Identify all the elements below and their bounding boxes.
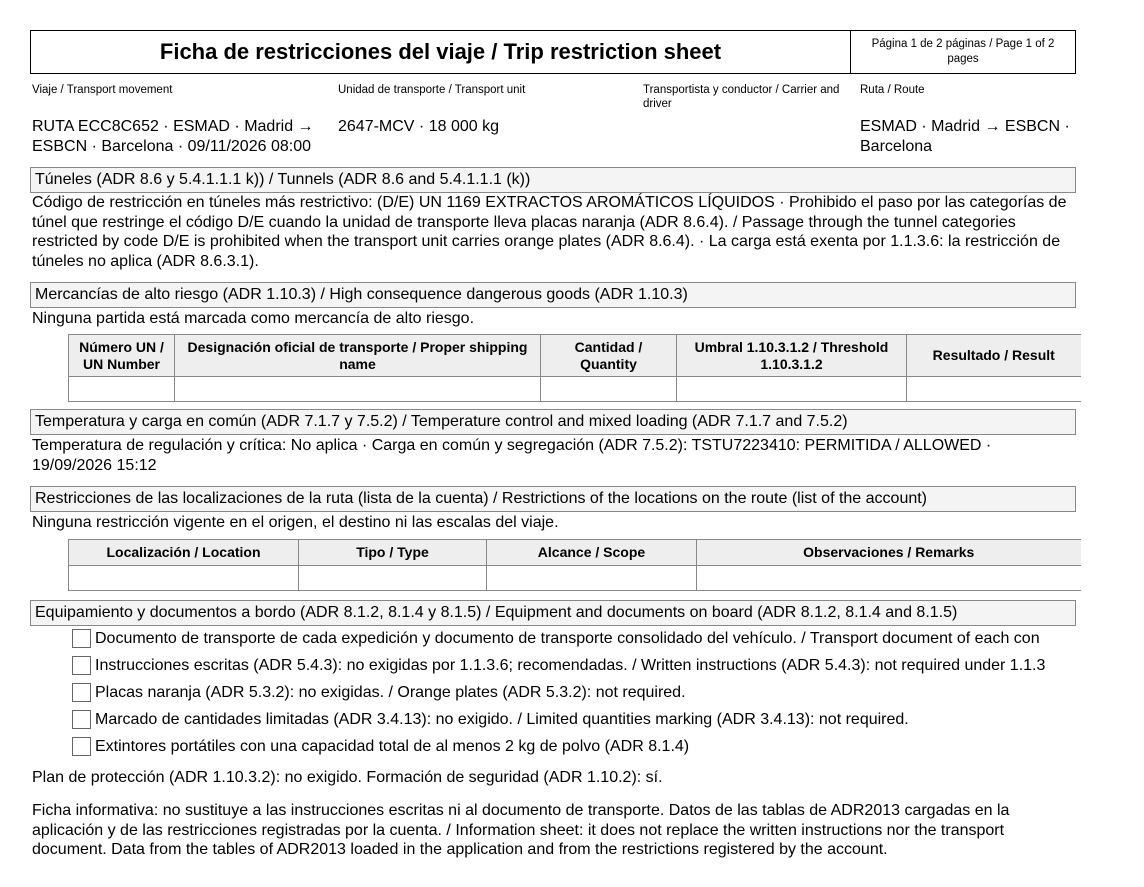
security-plan-text: Plan de protección (ADR 1.10.3.2): no exigido. Formación de seguridad (ADR 1.10.2): sí.: [32, 769, 663, 786]
table-cell: [541, 377, 677, 402]
temperature-text: Temperatura de regulación y crítica: No aplica · Carga en común y segregación (ADR 7.5.2): TSTU7223410: PERMITIDA / ALLOWED · 19/09/2026 15:12: [32, 437, 992, 474]
table-cell: [299, 566, 487, 591]
checkbox[interactable]: [72, 683, 91, 702]
column-header-location: Localización / Location: [69, 540, 299, 566]
high-consequence-table: [68, 334, 1081, 402]
table-cell: [677, 377, 907, 402]
transport-unit-value: 2647-MCV · 18 000 kg: [338, 118, 499, 135]
column-header-un-number: Número UN / UN Number: [69, 335, 175, 377]
checkbox[interactable]: [72, 656, 91, 675]
column-header-threshold: Umbral 1.10.3.1.2 / Threshold 1.10.3.1.2: [677, 335, 907, 377]
checklist-item-written-instructions[interactable]: Instrucciones escritas (ADR 5.4.3): no exigidas por 1.1.3.6; recomendadas. / Written instructions (ADR 5.4.3): not required under 1.1.3: [72, 655, 1045, 677]
equipment-section-heading: Equipamiento y documentos a bordo (ADR 8.1.2, 8.1.4 y 8.1.5) / Equipment and documents on board (ADR 8.1.2, 8.1.4 and 8.1.5): [30, 600, 1076, 626]
table-cell: [697, 566, 1081, 591]
table-header-row: [69, 540, 1081, 566]
column-header-scope: Alcance / Scope: [487, 540, 697, 566]
movement-label: Viaje / Transport movement: [32, 84, 173, 96]
table-cell: [487, 566, 697, 591]
high-consequence-section-heading: Mercancías de alto riesgo (ADR 1.10.3) / High consequence dangerous goods (ADR 1.10.3): [30, 282, 1076, 308]
route-value: ESMAD · Madrid → ESBCN · Barcelona: [860, 118, 1070, 155]
checklist-item-transport-document[interactable]: Documento de transporte de cada expedición y documento de transporte consolidado del vehículo. / Transport document of each con: [72, 628, 1040, 650]
table-cell: [69, 566, 299, 591]
locations-text: Ninguna restricción vigente en el origen, el destino ni las escalas del viaje.: [32, 514, 559, 531]
column-header-shipping-name: Designación oficial de transporte / Proper shipping name: [175, 335, 541, 377]
table-cell: [175, 377, 541, 402]
table-row: [69, 377, 1081, 402]
checkbox[interactable]: [72, 710, 91, 729]
locations-section-heading: Restricciones de las localizaciones de la ruta (lista de la cuenta) / Restrictions of the locations on the route (list of the account): [30, 486, 1076, 512]
table-cell: [69, 377, 175, 402]
tunnels-text: Código de restricción en túneles más restrictivo: (D/E) UN 1169 EXTRACTOS AROMÁTICOS LÍQUIDOS · Prohibido el paso por las categorías de túnel que restringe el código D/E cuando la unidad de transporte lleva placas naranja (ADR 8.6.4). / Passage through the tunnel categories restricted by code D/E is prohibited when the transport unit carries orange plates (ADR 8.6.4). · La carga está exenta por 1.1.3.6: la restricción de túneles no aplica (ADR 8.6.3.1).: [32, 194, 1067, 270]
column-header-result: Resultado / Result: [907, 335, 1081, 377]
checklist-item-orange-plates[interactable]: Placas naranja (ADR 5.3.2): no exigidas. / Orange plates (ADR 5.3.2): not required.: [72, 682, 686, 704]
table-header-row: [69, 335, 1081, 377]
carrier-driver-label: Transportista y conductor / Carrier and driver: [643, 84, 840, 110]
movement-value: RUTA ECC8C652 · ESMAD · Madrid → ESBCN · Barcelona · 09/11/2026 08:00: [32, 118, 314, 155]
checkbox[interactable]: [72, 629, 91, 648]
route-label: Ruta / Route: [860, 84, 925, 96]
checklist-item-fire-extinguishers[interactable]: Extintores portátiles con una capacidad total de al menos 2 kg de polvo (ADR 8.1.4): [72, 736, 689, 758]
table-cell: [907, 377, 1081, 402]
high-consequence-text: Ninguna partida está marcada como mercancía de alto riesgo.: [32, 310, 475, 327]
page-indicator: Página 1 de 2 páginas / Page 1 of 2 pages: [871, 38, 1055, 65]
locations-table: [68, 539, 1081, 591]
column-header-remarks: Observaciones / Remarks: [697, 540, 1081, 566]
checkbox[interactable]: [72, 737, 91, 756]
sheet-header: [30, 30, 1076, 74]
transport-unit-label: Unidad de transporte / Transport unit: [338, 84, 526, 96]
checklist-item-limited-quantities[interactable]: Marcado de cantidades limitadas (ADR 3.4.13): no exigido. / Limited quantities marking (ADR 3.4.13): not required.: [72, 709, 909, 731]
sheet-title: Ficha de restricciones del viaje / Trip restriction sheet: [31, 31, 851, 73]
footer-note: Ficha informativa: no sustituye a las instrucciones escritas ni al documento de transporte. Datos de las tablas de ADR2013 cargadas en la aplicación y de las restricciones registradas por la cuenta. / Information sheet: it does not replace the written instructions nor the transport document. Data from the tables of ADR2013 loaded in the application and from the restrictions registered by the account.: [32, 802, 1010, 858]
tunnels-section-heading: Túneles (ADR 8.6 y 5.4.1.1.1 k)) / Tunnels (ADR 8.6 and 5.4.1.1.1 (k)): [30, 167, 1076, 193]
column-header-type: Tipo / Type: [299, 540, 487, 566]
table-row: [69, 566, 1081, 591]
temperature-section-heading: Temperatura y carga en común (ADR 7.1.7 y 7.5.2) / Temperature control and mixed loading (ADR 7.1.7 and 7.5.2): [30, 409, 1076, 435]
column-header-quantity: Cantidad / Quantity: [541, 335, 677, 377]
